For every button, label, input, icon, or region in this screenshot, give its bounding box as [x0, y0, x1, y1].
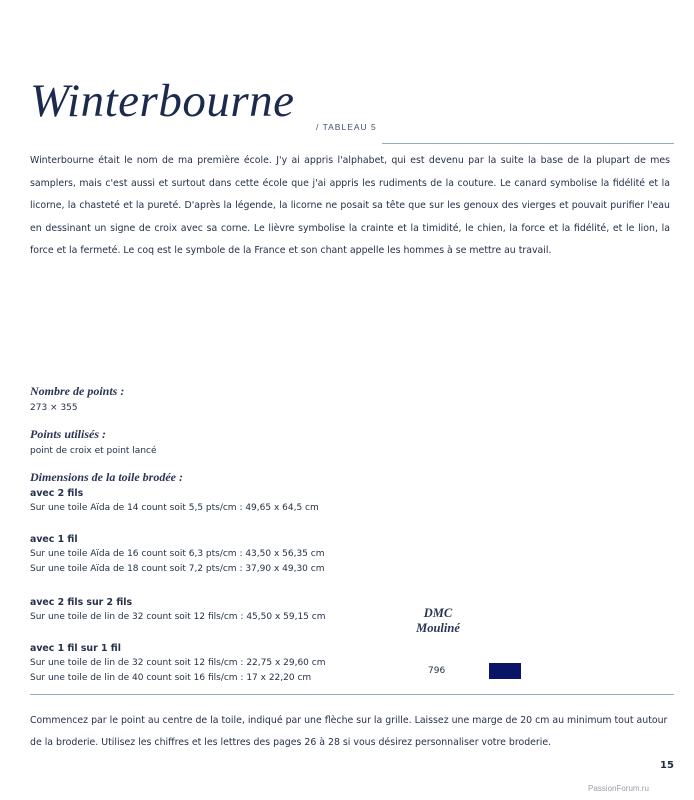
group-label-1-thread: avec 1 fil: [30, 534, 78, 545]
color-swatch: [489, 663, 521, 679]
watermark: PassionForum.ru: [588, 784, 649, 793]
dimension-line: Sur une toile de lin de 32 count soit 12 fils/cm : 22,75 x 29,60 cm: [30, 658, 326, 668]
dmc-heading: [406, 606, 470, 636]
dimension-line: Sur une toile de lin de 32 count soit 12 fils/cm : 45,50 x 59,15 cm: [30, 612, 326, 622]
dmc-thread-type: Mouliné: [416, 621, 460, 635]
group-label-2-threads: avec 2 fils: [30, 488, 84, 499]
dimension-line: Sur une toile de lin de 40 count soit 16 fils/cm : 17 x 22,20 cm: [30, 673, 312, 683]
group-label-2-over-2: avec 2 fils sur 2 fils: [30, 597, 133, 608]
instructions-paragraph: Commencez par le point au centre de la toile, indiqué par une flèche sur la grille. Laissez une marge de 20 cm au minimum tout autour de la broderie. Utilisez les chiffres et les lettres des pages 26 à 28 si vous désirez personnaliser votre broderie.: [30, 715, 668, 748]
stitches-used-heading: Points utilisés :: [30, 427, 107, 441]
page-title: Winterbourne: [30, 75, 295, 127]
bottom-divider: [30, 694, 674, 695]
dimensions-heading: Dimensions de la toile brodée :: [30, 470, 183, 484]
stitches-used-value: point de croix et point lancé: [30, 446, 157, 456]
dmc-color-code: 796: [428, 666, 446, 676]
intro-paragraph: Winterbourne était le nom de ma première école. J'y ai appris l'alphabet, qui est devenu par la suite la base de la plupart de mes samplers, mais c'est aussi et surtout dans cette école que j'ai appris les rudiments de la couture. Le canard symbolise la fidélité et la licorne, la chasteté et la pureté. D'après la légende, la licorne ne posait sa tête que sur les genoux des vierges et pouvait purifier l'eau en dessinant un signe de croix avec sa corne. Le lièvre symbolise la crainte et la timidité, le chien, la force et la fidélité, et le lion, la force et la fermeté. Le coq est le symbole de la France et son chant appelle les hommes à se mettre au travail.: [30, 155, 670, 256]
page-number: 15: [660, 760, 674, 771]
dimension-line: Sur une toile Aïda de 14 count soit 5,5 pts/cm : 49,65 x 64,5 cm: [30, 503, 319, 513]
points-count-value: 273 × 355: [30, 403, 78, 413]
title-divider: [382, 143, 674, 144]
page-subtitle: / TABLEAU 5: [316, 122, 377, 132]
dimension-line: Sur une toile Aïda de 18 count soit 7,2 pts/cm : 37,90 x 49,30 cm: [30, 564, 325, 574]
group-label-1-over-1: avec 1 fil sur 1 fil: [30, 643, 121, 654]
points-count-heading: Nombre de points :: [30, 384, 125, 398]
dmc-brand: DMC: [423, 606, 453, 620]
dimension-line: Sur une toile Aïda de 16 count soit 6,3 pts/cm : 43,50 x 56,35 cm: [30, 549, 325, 559]
